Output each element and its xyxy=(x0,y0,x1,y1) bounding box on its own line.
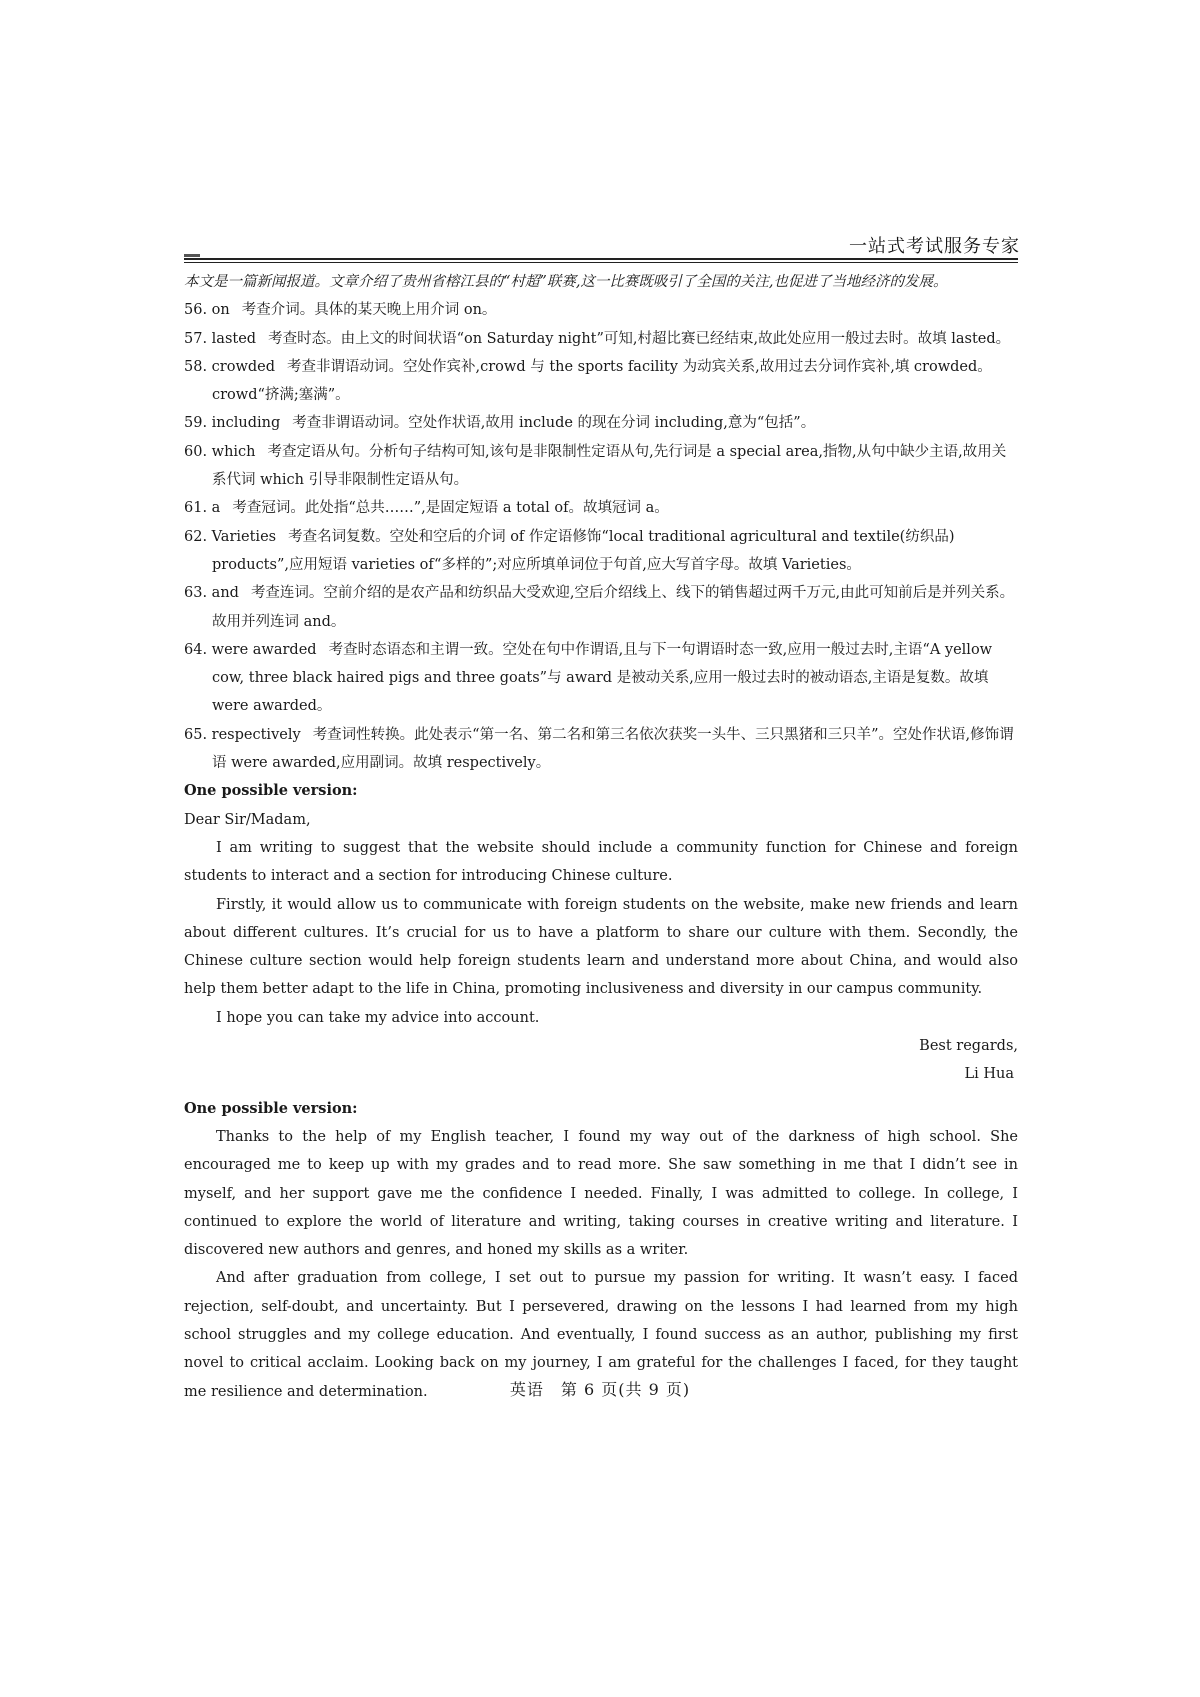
section-title: One possible version: xyxy=(184,782,358,800)
answer-explanation: 考查冠词。此处指“总共……”,是固定短语 a total of。故填冠词 a。 xyxy=(232,500,669,517)
section-title: One possible version: xyxy=(184,1099,358,1117)
answer-word: Varieties xyxy=(211,528,277,545)
answer-explanation: 考查名词复数。空处和空后的介词 of 作定语修饰“local traditional agricultural and textile(纺织品) products”,应用短语 varieties of“多样的”;对应所填单词位于句首,应大写首字母。故填 Varieties。 xyxy=(212,528,955,573)
answer-explanation: 考查介词。具体的某天晚上用介词 on。 xyxy=(241,302,497,319)
page-content xyxy=(184,268,1018,1406)
answer-word: respectively xyxy=(211,726,301,743)
answer-explanation: 考查时态语态和主谓一致。空处在句中作谓语,且与下一句谓语时态一致,应用一般过去时,主语“A yellow cow, three black haired pigs and three goats”与 award 是被动关系,应用一般过去时的被动语态,主语是复数。故填 were awarded。 xyxy=(212,641,993,715)
answer-item xyxy=(184,438,1018,495)
answer-item xyxy=(184,296,1018,324)
letter-closing: Best regards, xyxy=(919,1038,1018,1055)
letter-paragraph: I am writing to suggest that the website should include a community function for Chinese and foreign students to interact and a section for introducing Chinese culture. xyxy=(184,839,1018,885)
answer-item xyxy=(184,579,1018,636)
answer-explanation: 考查词性转换。此处表示“第一名、第二名和第三名依次获奖一头牛、三只黑猪和三只羊”。空处作状语,修饰谓语 were awarded,应用副词。故填 respectively。 xyxy=(212,726,1014,772)
letter-paragraph: Firstly, it would allow us to communicate with foreign students on the website, make new friends and learn about different cultures. It’s crucial for us to have a platform to share our culture with them. Secondly, the Chinese culture section would help foreign students learn and understand more about China, and would also help them better adapt to the life in China, promoting inclusiveness and diversity in our campus community. xyxy=(184,896,1018,998)
answer-item xyxy=(184,636,1018,721)
answer-item xyxy=(184,353,1018,410)
answer-number: 62. xyxy=(184,528,208,545)
answer-number: 65. xyxy=(184,726,208,743)
answer-number: 59. xyxy=(184,415,208,432)
answer-item xyxy=(184,721,1018,778)
answer-item xyxy=(184,325,1018,353)
answer-number: 60. xyxy=(184,443,208,460)
answer-item xyxy=(184,494,1018,522)
answer-word: on xyxy=(211,302,230,319)
answer-word: were awarded xyxy=(211,641,317,658)
answer-number: 57. xyxy=(184,330,208,347)
answer-word: including xyxy=(211,415,281,432)
answer-explanation: 考查非谓语动词。空处作宾补,crowd 与 the sports facility 为动宾关系,故用过去分词作宾补,填 crowded。crowd“挤满;塞满”。 xyxy=(212,358,992,404)
answer-word: crowded xyxy=(211,358,276,375)
passage-summary-text: 本文是一篇新闻报道。文章介绍了贵州省榕江县的“村超”联赛,这一比赛既吸引了全国的关注,也促进了当地经济的发展。 xyxy=(184,274,948,290)
answer-number: 64. xyxy=(184,641,208,658)
answer-item xyxy=(184,523,1018,580)
answer-number: 58. xyxy=(184,358,208,375)
story-paragraph: And after graduation from college, I set out to pursue my passion for writing. It wasn’t easy. I faced rejection, self-doubt, and uncertainty. But I persevered, drawing on the lessons I had learned from my high school struggles and my college education. And eventually, I found success as an author, publishing my first novel to critical acclaim. Looking back on my journey, I am grateful for the challenges I faced, for they taught me resilience and determination. xyxy=(184,1270,1018,1400)
answer-word: and xyxy=(211,585,239,602)
letter-paragraph: I hope you can take my advice into account. xyxy=(216,1009,540,1026)
answer-number: 63. xyxy=(184,585,208,602)
story-paragraph: Thanks to the help of my English teacher, I found my way out of the darkness of high school. She encouraged me to keep up with my grades and to read more. She saw something in me that I didn’t see in myself, and her support gave me the confidence I needed. Finally, I was admitted to college. In college, I continued to explore the world of literature and writing, taking courses in creative writing and literature. I discovered new authors and genres, and honed my skills as a writer. xyxy=(184,1128,1018,1259)
answer-word: lasted xyxy=(211,330,257,347)
header-brand: 一站式考试服务专家 xyxy=(849,236,1020,257)
answer-list xyxy=(184,296,1018,777)
header-rule xyxy=(184,258,1018,263)
answer-word: which xyxy=(211,443,256,460)
answer-item xyxy=(184,409,1018,437)
answer-word: a xyxy=(211,500,221,517)
answer-explanation: 考查定语从句。分析句子结构可知,该句是非限制性定语从句,先行词是 a special area,指物,从句中缺少主语,故用关系代词 which 引导非限制性定语从句。 xyxy=(212,443,1007,489)
page-footer: 英语 第 6 页(共 9 页) xyxy=(509,1380,691,1399)
answer-number: 61. xyxy=(184,500,208,517)
passage-summary xyxy=(184,268,1018,296)
answer-explanation: 考查非谓语动词。空处作状语,故用 include 的现在分词 including,意为“包括”。 xyxy=(292,415,816,432)
answer-explanation: 考查连词。空前介绍的是农产品和纺织品大受欢迎,空后介绍线上、线下的销售超过两千万元,由此可知前后是并列关系。故用并列连词 and。 xyxy=(212,585,1015,630)
letter-signature: Li Hua xyxy=(964,1066,1014,1083)
answer-number: 56. xyxy=(184,302,208,319)
header-mark xyxy=(184,254,200,257)
answer-explanation: 考查时态。由上文的时间状语“on Saturday night”可知,村超比赛已经结束,故此处应用一般过去时。故填 lasted。 xyxy=(268,330,1011,347)
writing-sample-letter xyxy=(184,777,1018,1088)
letter-salutation: Dear Sir/Madam, xyxy=(184,811,311,828)
writing-sample-continuation xyxy=(184,1095,1018,1406)
